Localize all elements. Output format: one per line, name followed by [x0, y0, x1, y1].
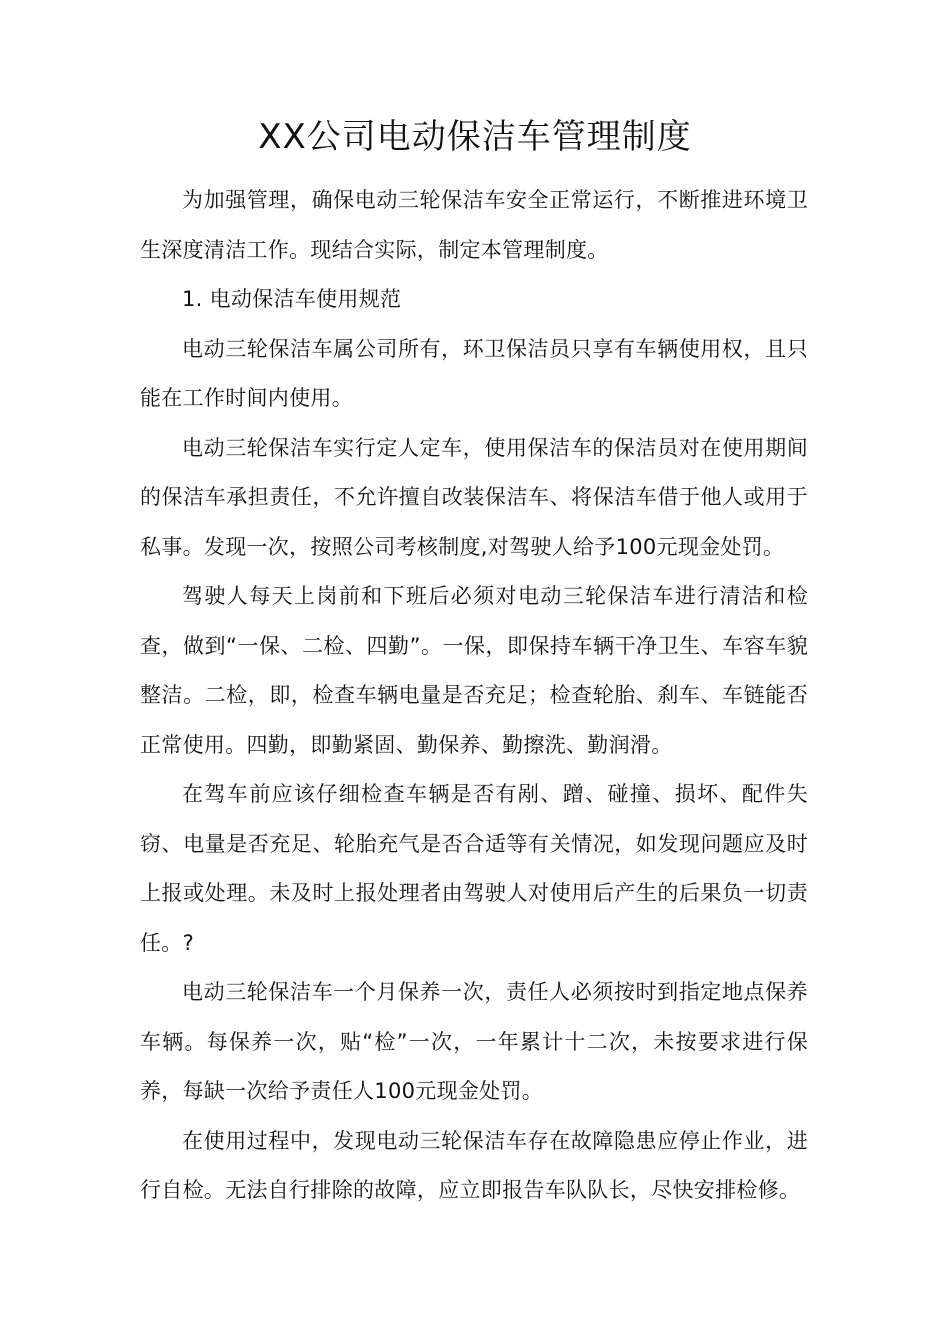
document-body	[140, 176, 808, 1216]
section-heading: 1. 电动保洁车使用规范	[182, 287, 402, 311]
document-title: XX公司电动保洁车管理制度	[258, 117, 692, 157]
paragraph-pre-drive-check: 在驾车前应该仔细检查车辆是否有剐、蹭、碰撞、损坏、配件失窃、电量是否充足、轮胎充气是否合适等有关情况，如发现问题应及时上报或处理。未及时上报处理者由驾驶人对使用后产生的后果负一切责任。?	[140, 782, 808, 955]
paragraph-maintenance: 电动三轮保洁车一个月保养一次，责任人必须按时到指定地点保养车辆。每保养一次，贴“检”一次，一年累计十二次，未按要求进行保养，每缺一次给予责任人100元现金处罚。	[140, 980, 808, 1103]
paragraph-intro: 为加强管理，确保电动三轮保洁车安全正常运行，不断推进环境卫生深度清洁工作。现结合实际，制定本管理制度。	[140, 188, 808, 262]
paragraph-fault-handling: 在使用过程中，发现电动三轮保洁车存在故障隐患应停止作业，进行自检。无法自行排除的故障，应立即报告车队队长，尽快安排检修。	[140, 1128, 808, 1202]
paragraph-daily-check: 驾驶人每天上岗前和下班后必须对电动三轮保洁车进行清洁和检查，做到“一保、二检、四勤”。一保，即保持车辆干净卫生、车容车貌整洁。二检，即，检查车辆电量是否充足；检查轮胎、刹车、车链能否正常使用。四勤，即勤紧固、勤保养、勤擦洗、勤润滑。	[140, 584, 808, 757]
paragraph-ownership: 电动三轮保洁车属公司所有，环卫保洁员只享有车辆使用权，且只能在工作时间内使用。	[140, 336, 808, 410]
paragraph-assignment: 电动三轮保洁车实行定人定车，使用保洁车的保洁员对在使用期间的保洁车承担责任，不允许擅自改装保洁车、将保洁车借于他人或用于私事。发现一次，按照公司考核制度,对驾驶人给予100元现金处罚。	[140, 435, 808, 559]
